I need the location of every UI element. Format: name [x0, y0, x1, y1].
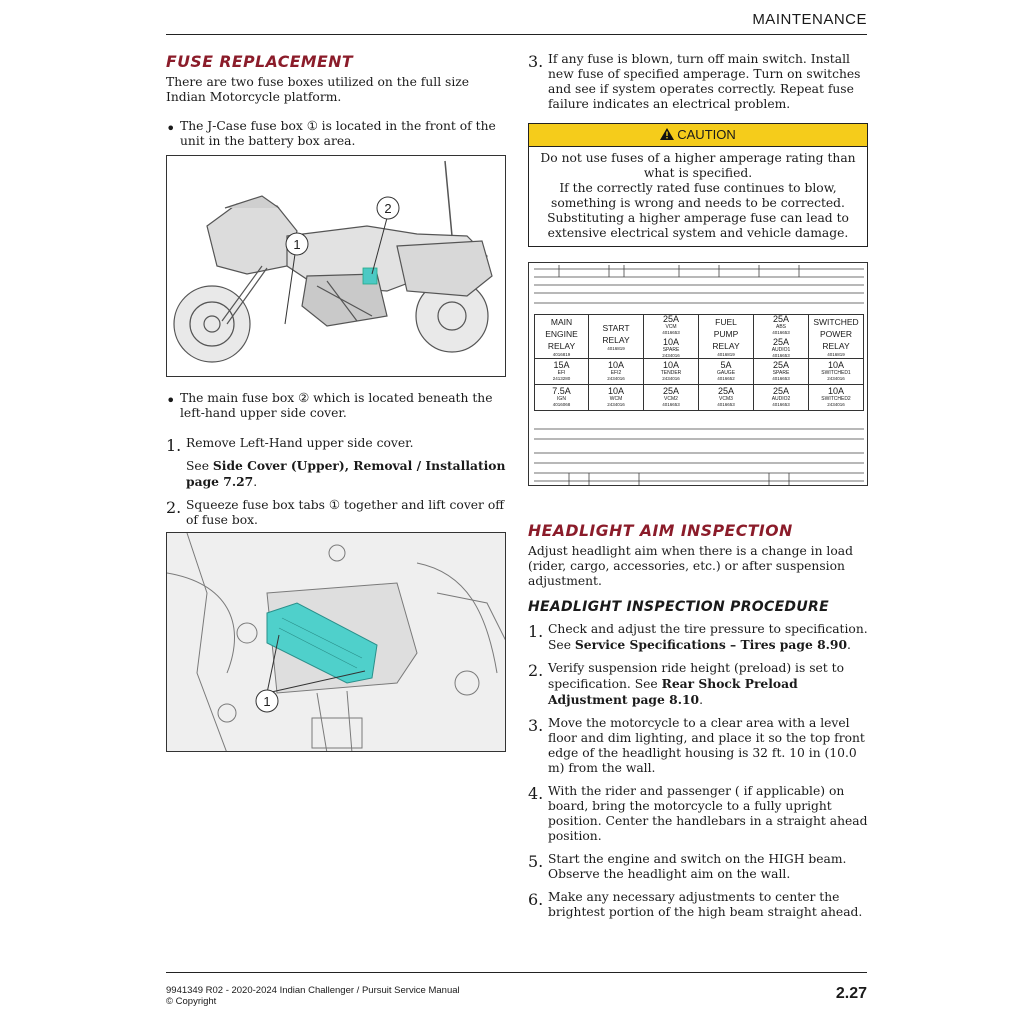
caution-box	[528, 123, 868, 247]
header-rule	[166, 34, 867, 35]
caution-line-1: Do not use fuses of a higher amperage rating than what is specified.	[540, 151, 856, 180]
step-3-text: If any fuse is blown, turn off main switch. Install new fuse of specified amperage. Turn on switches and see if system operates correctly. Repeat fuse failure indicates an electrical problem.	[548, 52, 861, 111]
caution-body	[529, 147, 867, 246]
bullet-dot: •	[166, 119, 176, 138]
callout-1-label: 1	[293, 237, 301, 252]
fuse-step-1	[166, 436, 506, 490]
fuse-cell-abs-audio1: 25A ABS 4016653 25A AUDIO1 4016653	[754, 315, 809, 359]
step-number: 2.	[166, 498, 182, 517]
fuse-cell-efi: 15A EFI 2413280	[534, 359, 589, 385]
fuse-cell-switched1: 10A SWITCHED1 2434016	[809, 359, 864, 385]
step-1-see-ref	[186, 458, 506, 490]
fuse-tab-callout-label: 1	[263, 694, 271, 709]
headlight-step-1-text	[548, 622, 868, 653]
step-number: 2.	[528, 661, 544, 680]
fuse-replacement-title: FUSE REPLACEMENT	[166, 52, 354, 71]
warning-triangle-icon	[660, 128, 674, 143]
step-number: 4.	[528, 784, 544, 803]
left-column	[166, 52, 506, 752]
step-2-text: Squeeze fuse box tabs ① together and lift cover off of fuse box.	[186, 498, 504, 527]
fuse-cell-gauge: 5A GAUGE 4016652	[699, 359, 754, 385]
step-number: 3.	[528, 52, 544, 71]
fuse-cell-tender: 10A TENDER 2434016	[644, 359, 699, 385]
headlight-step-6	[528, 890, 868, 920]
caution-label: CAUTION	[677, 127, 736, 142]
step-number: 5.	[528, 852, 544, 871]
headlight-step-2-text	[548, 661, 868, 708]
see-suffix: .	[253, 475, 258, 489]
headlight-step-6-text: Make any necessary adjustments to center the brightest portion of the high beam straight ahead.	[548, 890, 863, 919]
fuse-cell-start-relay: START RELAY 4016819	[589, 315, 644, 359]
fuse-cell-spare: 25A SPARE 4016653	[754, 359, 809, 385]
motorcycle-figure	[166, 155, 506, 377]
bullet-jcase	[166, 119, 506, 149]
step-number: 1.	[166, 436, 182, 455]
step-suffix: .	[699, 693, 704, 707]
headlight-intro-text: Adjust headlight aim when there is a change in load (rider, cargo, accessories, etc.) or after suspension adjustment.	[528, 544, 853, 588]
footer-text	[166, 985, 460, 1007]
headlight-step-1	[528, 622, 868, 653]
step-text: Check and adjust the tire pressure to specification. See	[548, 622, 868, 652]
callout-2-label: 2	[384, 201, 392, 216]
fuse-box-illustration	[167, 533, 506, 752]
shock-preload-link[interactable]: Rear Shock Preload Adjustment page 8.10	[548, 676, 798, 707]
headlight-step-3-text: Move the motorcycle to a clear area with a level floor and dim lighting, and place it so the top front edge of the headlight housing is 32 ft. 10 in (10.0 m) from the wall.	[548, 716, 865, 775]
headlight-step-4-text: With the rider and passenger ( if applicable) on board, bring the motorcycle to a fully upright position. Center the handlebars in a straight ahead position.	[548, 784, 868, 843]
fuse-grid	[534, 314, 864, 410]
page-number: 2.27	[835, 985, 867, 1002]
fuse-cell-switched-power-relay: SWITCHED POWER RELAY 4016819	[809, 315, 864, 359]
footer-copyright: © Copyright	[166, 996, 217, 1007]
caution-line-2: If the correctly rated fuse continues to blow, something is wrong and needs to be corrected. Substituting a higher amperage fuse can lead to extensive electrical system and vehicle damage.	[547, 181, 849, 240]
step-text: Verify suspension ride height (preload) is set to specification. See	[548, 661, 844, 691]
headlight-step-5-text: Start the engine and switch on the HIGH beam. Observe the headlight aim on the wall.	[548, 852, 847, 881]
step-number: 6.	[528, 890, 544, 909]
headlight-step-3	[528, 716, 868, 776]
fuse-cell-fuel-pump-relay: FUEL PUMP RELAY 4016819	[699, 315, 754, 359]
headlight-step-5	[528, 852, 868, 882]
fuse-cell-switched2: 10A SWITCHED2 2434016	[809, 385, 864, 411]
side-cover-link[interactable]: Side Cover (Upper), Removal / Installation page 7.27	[186, 458, 506, 489]
step-1-text: Remove Left-Hand upper side cover.	[186, 436, 414, 450]
step-number: 3.	[528, 716, 544, 735]
fuse-cell-vcm2: 25A VCM2 4016653	[644, 385, 699, 411]
fuse-cell-vcm-spare: 25A VCM 4016653 10A SPARE 2434016	[644, 315, 699, 359]
fuse-cell-wcm: 10A WCM 2434016	[589, 385, 644, 411]
bullet-main-fuse-text: The main fuse box ② which is located beneath the left-hand upper side cover.	[180, 391, 493, 420]
fuse-step-3	[528, 52, 868, 112]
fuse-cell-vcm3: 25A VCM3 4016653	[699, 385, 754, 411]
motorcycle-illustration	[167, 156, 506, 377]
fuse-cell-audio2: 25A AUDIO2 4016653	[754, 385, 809, 411]
bullet-jcase-text: The J-Case fuse box ① is located in the front of the unit in the battery box area.	[180, 119, 496, 148]
caution-header	[529, 124, 867, 147]
tire-specs-link[interactable]: Service Specifications – Tires page 8.90	[574, 637, 848, 652]
bullet-dot: •	[166, 391, 176, 410]
footer-rule	[166, 972, 867, 973]
fuse-intro-text: There are two fuse boxes utilized on the full size Indian Motorcycle platform.	[166, 75, 470, 104]
fuse-cell-ign: 7.5A IGN 4016068	[534, 385, 589, 411]
fuse-box-diagram	[528, 262, 868, 486]
right-column	[528, 52, 868, 920]
fuse-box-figure	[166, 532, 506, 752]
see-prefix: See	[186, 459, 213, 473]
fuse-step-2	[166, 498, 506, 528]
page-header-title: MAINTENANCE	[752, 11, 867, 28]
main-fuse-box-highlight	[363, 268, 377, 284]
headlight-procedure-title: HEADLIGHT INSPECTION PROCEDURE	[528, 599, 829, 615]
fuse-cell-main-engine-relay: MAIN ENGINE RELAY 4016819	[534, 315, 589, 359]
fuse-cell-efi2: 10A EFI2 2434016	[589, 359, 644, 385]
step-number: 1.	[528, 622, 544, 641]
footer-manual-title: 9941349 R02 - 2020-2024 Indian Challenger / Pursuit Service Manual	[166, 985, 460, 996]
bullet-main-fuse	[166, 391, 506, 421]
headlight-aim-title: HEADLIGHT AIM INSPECTION	[528, 521, 793, 540]
headlight-step-2	[528, 661, 868, 708]
headlight-step-4	[528, 784, 868, 844]
step-suffix: .	[847, 638, 851, 652]
